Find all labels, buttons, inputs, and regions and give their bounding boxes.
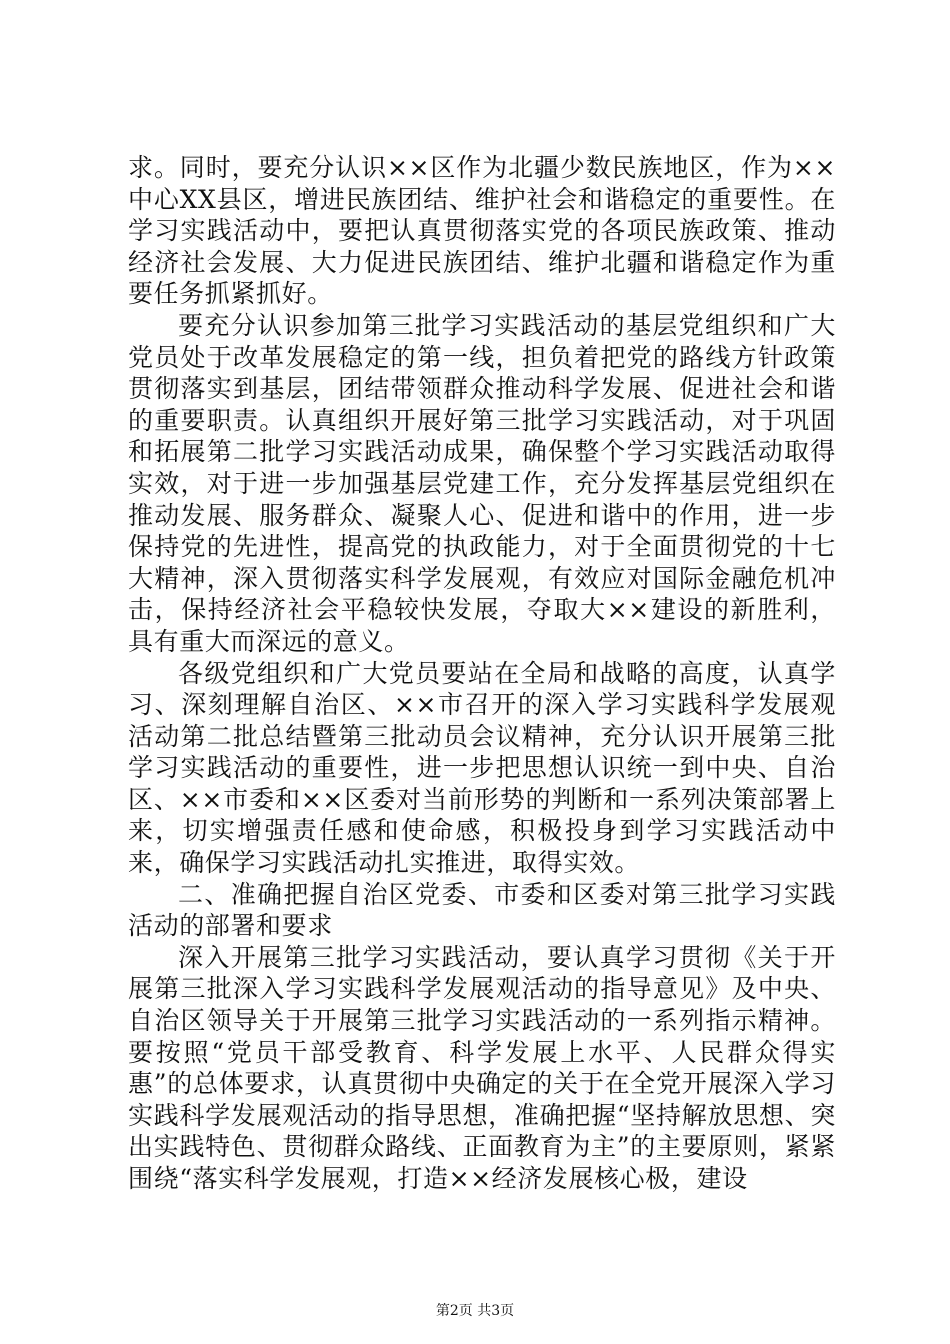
paragraph: 深入开展第三批学习实践活动，要认真学习贯彻《关于开展第三批深入学习实践科学发展观活动的指导意见》及中央、自治区领导关于开展第三批学习实践活动的一系列指示精神。要按照“党员干部受教育、科学发展上水平、人民群众得实惠”的总体要求，认真贯彻中央确定的关于在全党开展深入学习实践科学发展观活动的指导思想，准确把握“坚持解放思想、突出实践特色、贯彻群众路线、正面教育为主”的主要原则，紧紧围绕“落实科学发展观，打造××经济发展核心极，建设 <box>128 942 836 1193</box>
section-heading: 二、准确把握自治区党委、市委和区委对第三批学习实践活动的部署和要求 <box>128 879 836 941</box>
paragraph: 各级党组织和广大党员要站在全局和战略的高度，认真学习、深刻理解自治区、××市召开的深入学习实践科学发展观活动第二批总结暨第三批动员会议精神，充分认识开展第三批学习实践活动的重要性，进一步把思想认识统一到中央、自治区、××市委和××区委对当前形势的判断和一系列决策部署上来，切实增强责任感和使命感，积极投身到学习实践活动中来，确保学习实践活动扎实推进，取得实效。 <box>128 658 836 878</box>
document-body <box>128 152 836 1195</box>
paragraph: 要充分认识参加第三批学习实践活动的基层党组织和广大党员处于改革发展稳定的第一线，担负着把党的路线方针政策贯彻落实到基层，团结带领群众推动科学发展、促进社会和谐的重要职责。认真组织开展好第三批学习实践活动，对于巩固和拓展第二批学习实践活动成果，确保整个学习实践活动取得实效，对于进一步加强基层党建工作，充分发挥基层党组织在推动发展、服务群众、凝聚人心、促进和谐中的作用，进一步保持党的先进性，提高党的执政能力，对于全面贯彻党的十七大精神，深入贯彻落实科学发展观，有效应对国际金融危机冲击，保持经济社会平稳较快发展，夺取大××建设的新胜利，具有重大而深远的意义。 <box>128 310 836 656</box>
paragraph: 求。同时，要充分认识××区作为北疆少数民族地区，作为××中心XX县区，增进民族团结、维护社会和谐稳定的重要性。在学习实践活动中，要把认真贯彻落实党的各项民族政策、推动经济社会发展、大力促进民族团结、维护北疆和谐稳定作为重要任务抓紧抓好。 <box>128 153 836 309</box>
page-number-footer: 第2页 共3页 <box>435 1303 515 1319</box>
